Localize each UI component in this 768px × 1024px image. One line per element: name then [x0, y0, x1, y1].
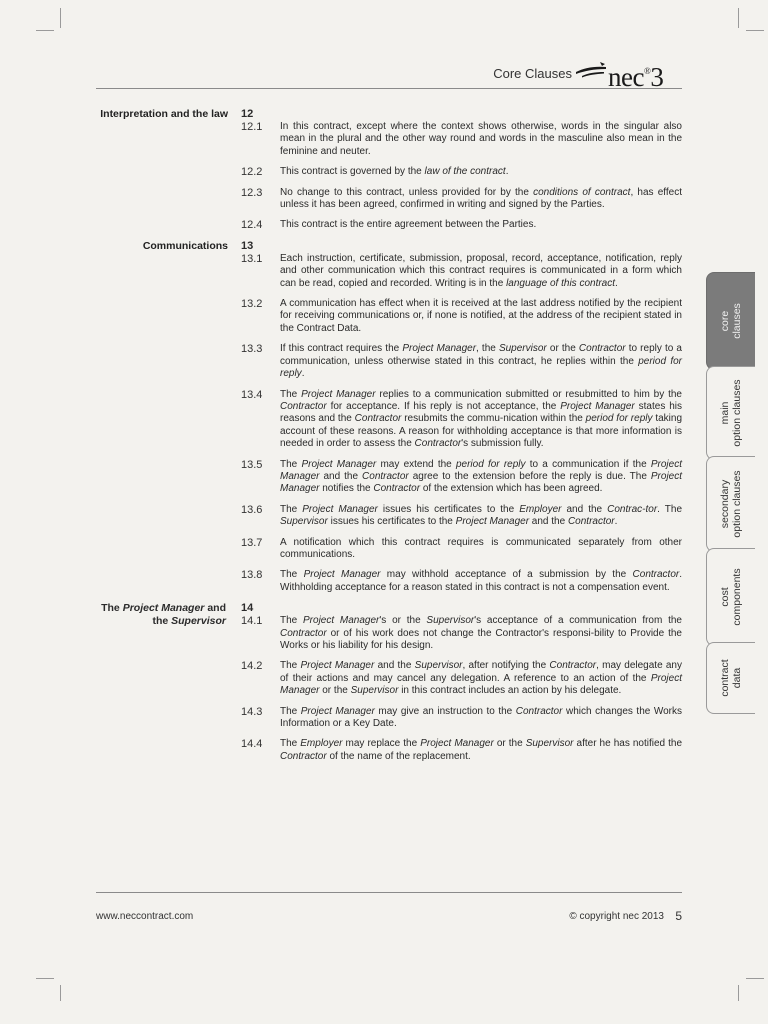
tab-core[interactable]: [706, 272, 755, 370]
clause-number: 14.1: [241, 615, 263, 628]
tab-label-line2: clauses: [731, 303, 743, 339]
clause: [96, 738, 682, 763]
clause-text: The Project Manager may give an instruction to the Contractor which changes the Works Information or a Key Date.: [280, 705, 682, 730]
crop-mark: [738, 8, 739, 28]
footer-copyright: © copyright nec 2013: [569, 911, 664, 922]
clauses-body: [96, 108, 682, 771]
crop-mark: [746, 30, 764, 31]
clause-text: A notification which this contract requires is communicated separately from other communications.: [280, 536, 682, 560]
page-header: [96, 54, 682, 92]
crop-mark: [60, 985, 61, 1001]
section-13: [96, 240, 682, 594]
crop-mark: [36, 978, 54, 979]
section-title: Interpretation and the law: [100, 108, 228, 120]
page-footer: [96, 892, 682, 925]
clause-number: 13.3: [241, 343, 263, 356]
tab-label: [719, 379, 743, 446]
tab-secondary[interactable]: [706, 456, 755, 552]
tab-main[interactable]: [706, 366, 755, 460]
clause-number: 13.1: [241, 252, 263, 265]
clause: [96, 219, 682, 231]
clause-text: The Employer may replace the Project Manager or the Supervisor after he has notified the Contractor of the name of the replacement.: [280, 738, 683, 762]
tab-label-line1: cost: [719, 587, 731, 607]
nec-swoosh-icon: [574, 60, 608, 78]
section-title: Communications: [142, 239, 228, 252]
clause-text: This contract is the entire agreement between the Parties.: [280, 219, 537, 231]
tab-label-line1: main: [719, 401, 731, 425]
clause: [96, 660, 682, 697]
header-title: Core Clauses: [493, 66, 572, 81]
clause-text: In this contract, except where the context shows otherwise, words in the singular also mean in the plural and the other way round and words in the masculine also mean in the feminine and neuter.: [280, 121, 682, 157]
section-12: [96, 108, 682, 232]
clause-text: Each instruction, certificate, submission, proposal, record, acceptance, notification, reply and other communication which this contract requires is communicated in a form which can be read, copied and recorded. Writing is in the language of this contract.: [280, 252, 682, 289]
clause-number: 14.3: [241, 705, 263, 718]
clause-number: 12.3: [241, 186, 263, 199]
clause-text: The Project Manager issues his certificates to the Employer and the Contrac-tor. The Supervisor issues his certificates to the Project Manager and the Contractor.: [280, 503, 683, 528]
clause-text: The Project Manager replies to a communication submitted or resubmitted to him by the Contractor for acceptance. If his reply is not acceptance, the Project Manager states his reasons and the Contractor resubmits the commu-nication within the period for reply taking account of these reasons. A reason for withholding acceptance is that more information is needed in order to assess the Contractor's submission fully.: [280, 388, 683, 450]
clause-number: 12.1: [241, 121, 263, 133]
tab-label-line2: data: [731, 667, 743, 689]
nec-logo: [574, 54, 682, 92]
clause-number: 14.4: [241, 738, 263, 751]
clause: [96, 706, 682, 731]
clause-text: The Project Manager and the Supervisor, after notifying the Contractor, may delegate any of their actions and may cancel any delegation. A reference to an action of the Project Manager or the Supervisor in this contract includes an action by his delegate.: [280, 660, 682, 697]
nec-wordmark: nec®3: [608, 62, 664, 92]
clause: [96, 166, 682, 178]
tab-contract[interactable]: [706, 642, 755, 714]
tab-cost[interactable]: [706, 548, 755, 646]
section-number: 13: [241, 239, 254, 252]
clause: [96, 615, 682, 652]
clause-text: If this contract requires the Project Manager, the Supervisor or the Contractor to reply to a communication, unless otherwise stated in this contract, he replies within the period for reply.: [280, 343, 683, 380]
clause-number: 13.6: [241, 503, 263, 516]
tab-label: [719, 303, 743, 339]
clause: [96, 187, 682, 212]
clause-number: 13.2: [241, 298, 263, 311]
tab-label-line1: contract: [719, 659, 731, 697]
section-14: [96, 602, 682, 763]
tab-label: [719, 568, 743, 625]
clause-text: A communication has effect when it is received at the last address notified by the recipient for receiving communications or, if none is notified, at the address of the recipient stated in the Contract Data.: [280, 298, 682, 334]
clause: [96, 537, 682, 562]
crop-mark: [746, 978, 764, 979]
clause-text: This contract is governed by the law of the contract.: [280, 166, 509, 178]
clause: [96, 121, 682, 158]
clause-text: No change to this contract, unless provided for by the conditions of contract, has effect unless it has been agreed, confirmed in writing and signed by the Parties.: [280, 186, 682, 211]
clause: [96, 343, 682, 380]
crop-mark: [60, 8, 61, 28]
clause: [96, 253, 682, 290]
clause: [96, 504, 682, 529]
crop-mark: [36, 30, 54, 31]
section-number: 14: [241, 602, 254, 615]
footer-website: www.neccontract.com: [96, 911, 194, 922]
clause-number: 14.2: [241, 660, 263, 673]
section-heading: [96, 108, 682, 121]
tab-label-line2: option clauses: [731, 379, 743, 447]
page-number: 5: [675, 909, 682, 923]
clause-text: The Project Manager may extend the period for reply to a communication if the Project Manager and the Contractor agree to the extension before the reply is due. The Project Manager notifies the Contractor of the extension which has been agreed.: [280, 458, 683, 495]
clause-number: 12.2: [241, 166, 263, 179]
clause-number: 12.4: [241, 219, 263, 232]
tab-label-line2: option clauses: [731, 470, 743, 538]
tab-label: [719, 659, 743, 696]
clause-text: The Project Manager may withhold acceptance of a submission by the Contractor. Withholding acceptance for a reason stated in this contract is not a compensation event.: [280, 569, 682, 593]
clause: [96, 389, 682, 451]
tab-label-line1: secondary: [719, 479, 731, 529]
section-tabs: [706, 272, 768, 712]
crop-mark: [738, 985, 739, 1001]
clause: [96, 569, 682, 594]
clause-number: 13.8: [241, 569, 263, 582]
clause-text: The Project Manager's or the Supervisor's acceptance of a communication from the Contractor or of his work does not change the Contractor's responsi-bility to Provide the Works or his liability for his design.: [280, 615, 682, 651]
section-title: The Project Manager and the Supervisor: [101, 602, 226, 627]
tab-label-line1: core: [719, 310, 731, 332]
tab-label: [719, 470, 743, 537]
section-number: 12: [241, 108, 254, 120]
clause: [96, 459, 682, 496]
clause-number: 13.4: [241, 388, 263, 401]
tab-label-line2: components: [731, 568, 743, 626]
clause-number: 13.5: [241, 458, 263, 471]
clause-number: 13.7: [241, 536, 263, 549]
section-heading: [96, 240, 682, 253]
clause: [96, 298, 682, 335]
